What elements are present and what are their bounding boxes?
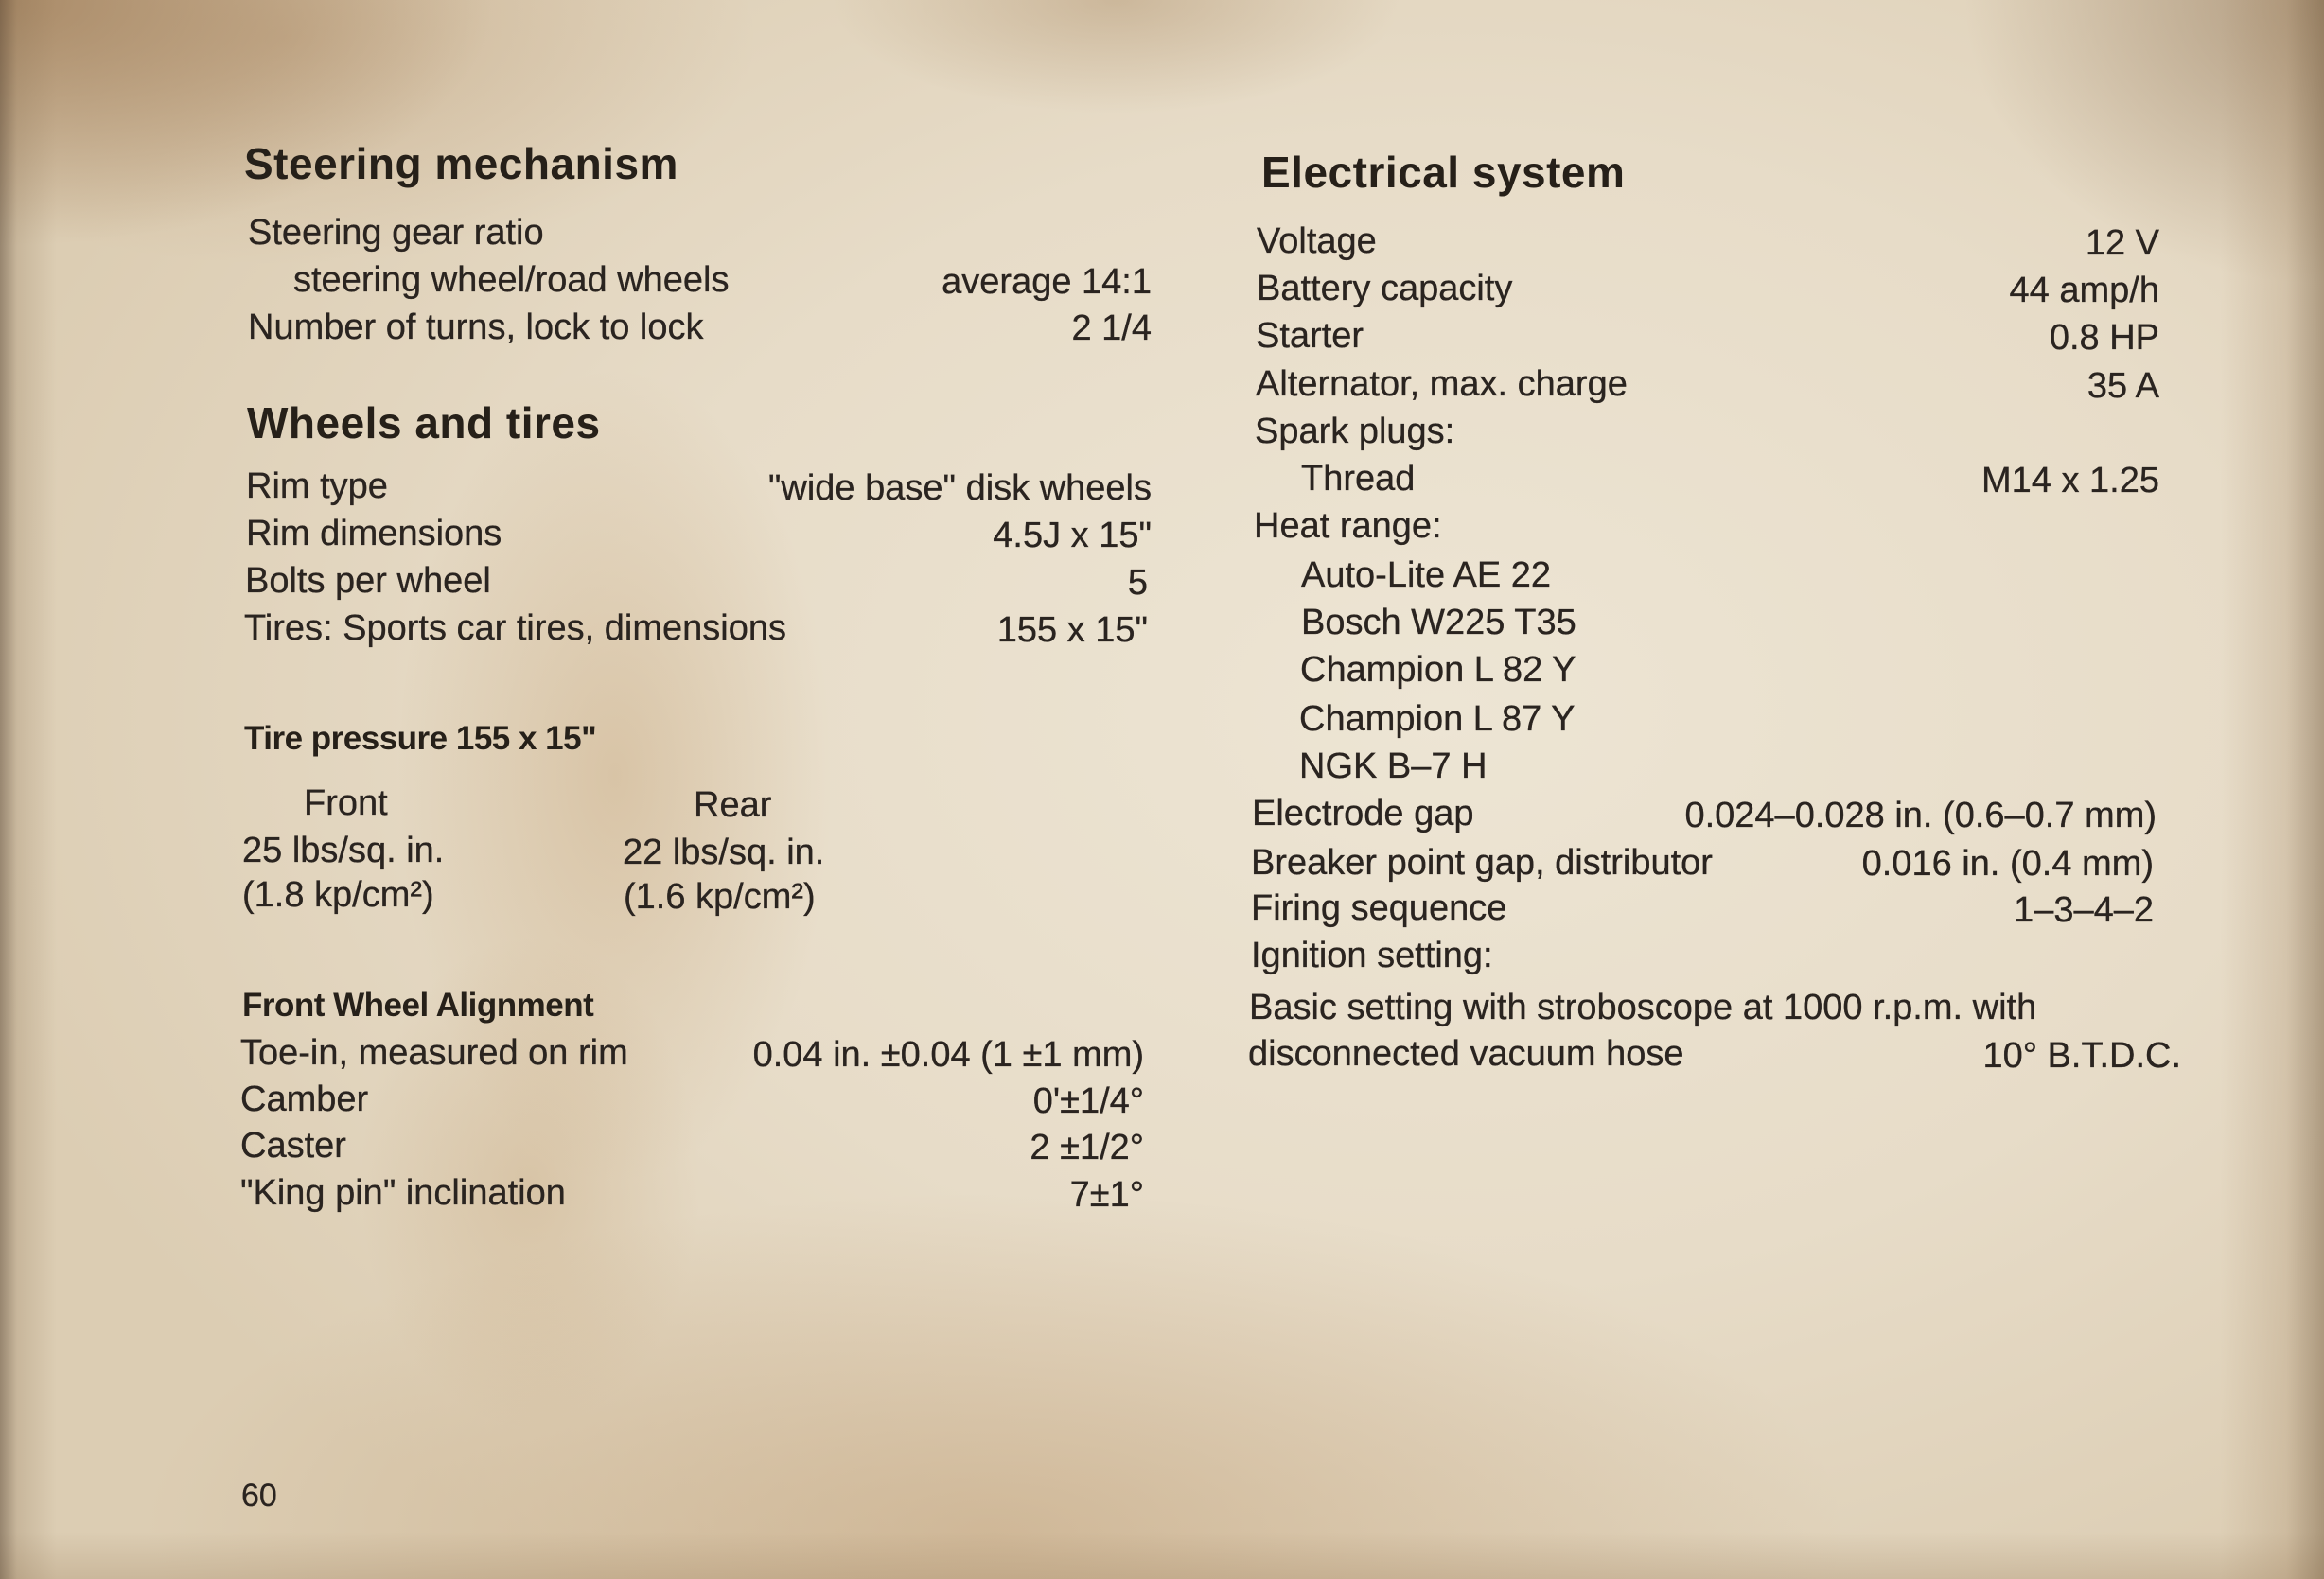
spec-label-bolts-per-wheel: Bolts per wheel xyxy=(245,561,491,601)
spec-value-battery-capacity: 44 amp/h xyxy=(2009,271,2159,310)
spec-value-rim-type: "wide base" disk wheels xyxy=(767,468,1152,508)
spec-label-rim-dimensions: Rim dimensions xyxy=(246,514,502,553)
spec-value-king-pin-inclination: 7±1° xyxy=(1069,1175,1144,1215)
spec-label-caster: Caster xyxy=(240,1126,346,1166)
spec-value-thread: M14 x 1.25 xyxy=(1981,461,2159,500)
spec-label-battery-capacity: Battery capacity xyxy=(1257,269,1513,308)
spec-label-toe-in: Toe-in, measured on rim xyxy=(240,1033,628,1073)
spark-plug-bosch: Bosch W225 T35 xyxy=(1301,603,1576,642)
spec-label-thread: Thread xyxy=(1301,459,1416,499)
section-title-electrical-system: Electrical system xyxy=(1261,148,1626,197)
spec-label-camber: Camber xyxy=(240,1079,369,1119)
spec-value-firing-sequence: 1–3–4–2 xyxy=(2014,890,2154,930)
spark-plug-ngk: NGK B–7 H xyxy=(1299,746,1488,786)
ignition-setting-description-line-1: Basic setting with stroboscope at 1000 r.p.m. with xyxy=(1249,988,2037,1027)
spec-value-toe-in: 0.04 in. ±0.04 (1 ±1 mm) xyxy=(752,1035,1144,1075)
spec-label-turns-lock-to-lock: Number of turns, lock to lock xyxy=(248,307,704,347)
tire-pressure-front-heading: Front xyxy=(304,783,388,823)
page-number: 60 xyxy=(241,1478,277,1514)
spec-label-tire-dimensions: Tires: Sports car tires, dimensions xyxy=(244,608,786,648)
spec-value-voltage: 12 V xyxy=(2085,223,2159,263)
spec-label-spark-plugs: Spark plugs: xyxy=(1255,412,1455,451)
spec-label-ignition-setting: Ignition setting: xyxy=(1251,936,1493,975)
spec-label-firing-sequence: Firing sequence xyxy=(1251,888,1507,928)
spark-plug-champion-l82y: Champion L 82 Y xyxy=(1300,650,1576,690)
spec-label-electrode-gap: Electrode gap xyxy=(1252,794,1474,833)
section-title-tire-pressure: Tire pressure 155 x 15" xyxy=(244,720,597,757)
spec-value-caster: 2 ±1/2° xyxy=(1030,1128,1144,1167)
spec-value-turns-lock-to-lock: 2 1/4 xyxy=(1071,308,1152,348)
ignition-setting-description-line-2: disconnected vacuum hose xyxy=(1248,1034,1684,1074)
tire-pressure-front-metric: (1.8 kp/cm²) xyxy=(242,875,434,915)
section-title-steering-mechanism: Steering mechanism xyxy=(244,139,678,188)
spec-value-steering-ratio: average 14:1 xyxy=(942,262,1152,302)
spec-value-tire-dimensions: 155 x 15" xyxy=(996,610,1148,650)
spec-label-voltage: Voltage xyxy=(1257,221,1377,261)
spec-label-steering-gear-ratio: Steering gear ratio xyxy=(248,213,544,253)
spec-value-camber: 0'±1/4° xyxy=(1032,1081,1144,1121)
section-title-wheels-and-tires: Wheels and tires xyxy=(247,398,601,447)
spec-value-starter: 0.8 HP xyxy=(2049,318,2159,358)
tire-pressure-rear-value: 22 lbs/sq. in. xyxy=(623,833,825,872)
spec-label-starter: Starter xyxy=(1256,316,1364,356)
tire-pressure-rear-heading: Rear xyxy=(694,785,772,825)
spark-plug-auto-lite: Auto-Lite AE 22 xyxy=(1301,555,1552,595)
spec-value-alternator: 35 A xyxy=(2086,366,2159,406)
section-title-front-wheel-alignment: Front Wheel Alignment xyxy=(242,987,594,1024)
spec-value-bolts-per-wheel: 5 xyxy=(1127,563,1148,603)
spec-label-rim-type: Rim type xyxy=(246,466,388,506)
spec-label-king-pin-inclination: "King pin" inclination xyxy=(240,1173,566,1213)
spec-label-alternator: Alternator, max. charge xyxy=(1256,364,1628,404)
spec-value-breaker-point-gap: 0.016 in. (0.4 mm) xyxy=(1861,844,2154,884)
spec-value-ignition-timing: 10° B.T.D.C. xyxy=(1982,1036,2181,1076)
spec-value-electrode-gap: 0.024–0.028 in. (0.6–0.7 mm) xyxy=(1684,796,2157,835)
tire-pressure-front-value: 25 lbs/sq. in. xyxy=(242,831,445,870)
spec-label-breaker-point-gap: Breaker point gap, distributor xyxy=(1251,843,1713,883)
tire-pressure-rear-metric: (1.6 kp/cm²) xyxy=(624,877,816,917)
spark-plug-champion-l87y: Champion L 87 Y xyxy=(1299,699,1576,739)
spec-label-heat-range: Heat range: xyxy=(1254,506,1442,546)
spec-label-steering-wheel-road-wheels: steering wheel/road wheels xyxy=(293,260,730,300)
spec-value-rim-dimensions: 4.5J x 15" xyxy=(993,516,1152,555)
